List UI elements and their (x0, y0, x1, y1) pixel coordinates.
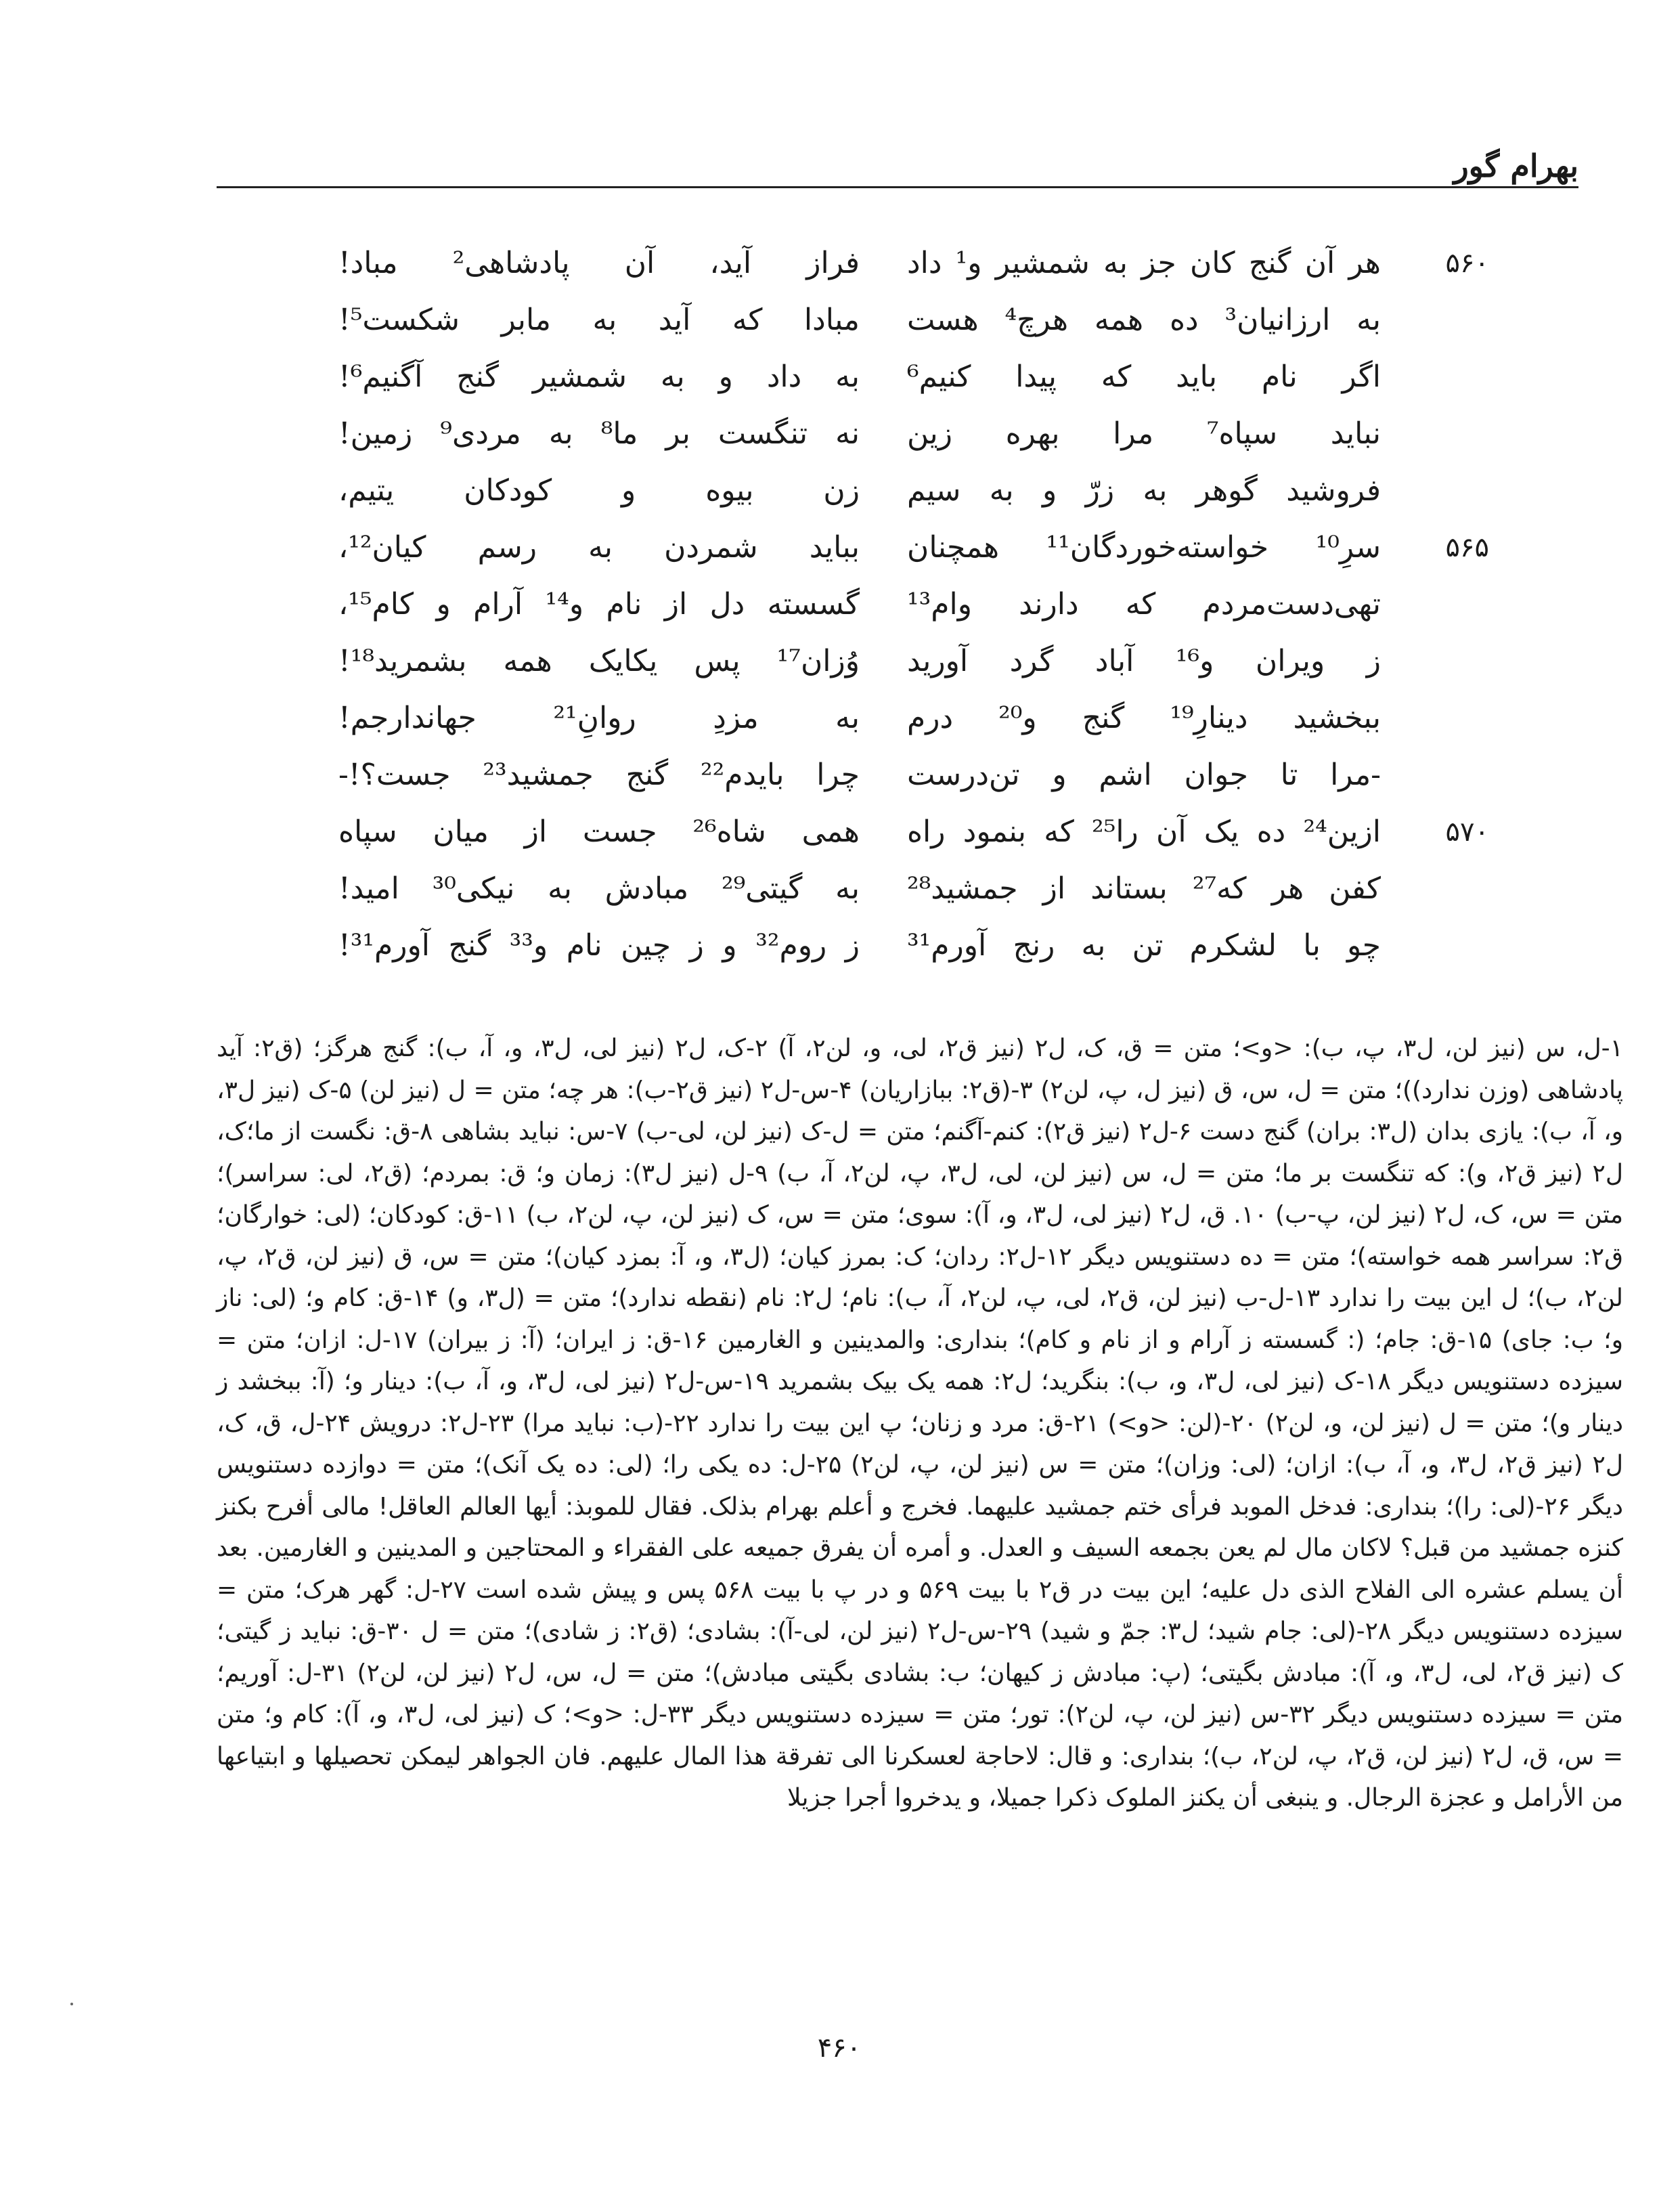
verse-first-hemistich: سرِ¹⁰ خواسته‌خوردگان¹¹ همچنان (907, 530, 1381, 565)
page-number: ۴۶۰ (817, 2032, 862, 2064)
footnotes: ۱-ل، س (نیز لن، ل۳، پ، ب): <و>؛ متن = ق، ک، ل۲ (نیز ق۲، لی، و، لن۲، آ) ۲-ک، ل۲ (نیز لی، ل۳، و، آ، ب): گنج هرگز؛ (ق۲: آید پادشاهی (وزن ندارد))؛ متن = ل، س، ق (نیز ل، پ، لن۲) ۳-(ق۲: ببازاریان) ۴-س-ل۲ (نیز ق۲-ب): هر چه؛ متن = ل (نیز لن) ۵-ک (نیز ل۳، و، آ، ب): یازی بدان (ل۳: بران) گنج دست ۶-ل۲ (نیز ق۲): کنم-آگنم؛ متن = ل-ک (نیز لن، لی-ب) ۷-س: نباید بشاهی ۸-ق: نگست از ما؛ک، ل۲ (نیز ق۲، و): که تنگست بر ما؛ متن = ل، س (نیز لن، لی، ل۳، پ، لن۲، آ، ب) ۹-ل (نیز ل۳): زمان و؛ ق: بمردم؛ (ق۲، لی: سراسر)؛ متن = س، ک، ل۲ (نیز لن، پ-ب) ۱۰. ق، ل۲ (نیز لی، ل۳، و، آ): سوی؛ متن = س، ک (نیز لن، پ، لن۲، ب) ۱۱-ق: کودکان؛ (لی: خوارگان؛ ق۲: سراسر همه خواسته)؛ متن = ده دستنویس دیگر ۱۲-ل۲: ردان؛ ک: بمرز کیان؛ (ل۳، و، آ: بمزد کیان)؛ متن = س، ق (نیز لن، ق۲، پ، لن۲، ب)؛ ل این بیت را ندارد ۱۳-ل-ب (نیز لن، ق۲، لی، پ، لن۲، آ، ب): نام؛ ل۲: نام (نقطه ندارد)؛ متن = (ل۳، و) ۱۴-ق: کام و؛ (لی: ناز و؛ ب: جای) ۱۵-ق: جام؛ (: گسسته ز آرام و از نام و کام)؛ بنداری: والمدینین و الغارمین ۱۶-ق: ز ایران؛ (آ: ز بیران) ۱۷-ل: ازان؛ متن = سیزده دستنویس دیگر ۱۸-ک (نیز لی، ل۳، و، ب): بنگرید؛ ل۲: همه یک بیک بشمرید ۱۹-س-ل۲ (نیز لی، ل۳، و، آ، ب): دینار و؛ (آ: ببخشد ز دینار و)؛ متن = ل (نیز لن، و، لن۲) ۲۰-(لن: <و>) ۲۱-ق: مرد و زنان؛ پ این بیت را ندارد ۲۲-(ب: نباید مرا) ۲۳-ل۲: درویش ۲۴-ل، ق، ک، ل۲ (نیز ق۲، ل۳، و، آ، ب): ازان؛ (لی: وزان)؛ متن = س (نیز لن، پ، لن۲) ۲۵-ل: ده یکی را؛ (لی: ده یک آنک)؛ متن = دوازده دستنویس دیگر ۲۶-(لی: را)؛ بنداری: فدخل الموبد فرأی ختم جمشید علیهما. فخرج و أعلم بهرام بذلک. فقال للموبذ: أیها العالم العاقل! مالی أفرح بکنز کنزه جمشید من قبل؟ لاکان مال لم یعن بجمعه السیف و العدل. و أمره أن یفرق جمیعه علی الفقراء و المحتاجین و المدینین و الغارمین. بعد أن یسلم عشره الی الفلاح الذی دل علیه؛ این بیت در ق۲ با بیت ۵۶۹ و در پ با بیت ۵۶۸ پس و پیش شده است ۲۷-ل: گهر هرک؛ متن = سیزده دستنویس دیگر ۲۸-(لی: جام شید؛ ل۳: جمّ و شید) ۲۹-س-ل۲ (نیز لن، لی-آ): بشادی؛ (ق۲: ز شادی)؛ متن = ل ۳۰-ق: نباید ز گیتی؛ ک (نیز ق۲، لی، ل۳، و، آ): مبادش بگیتی؛ (پ: مبادش ز کیهان؛ ب: بشادی بگیتی مبادش)؛ متن = ل، س، ل۲ (نیز لن، لن۲) ۳۱-ل: آوریم؛ متن = سیزده دستنویس دیگر ۳۲-س (نیز لن، پ، لن۲): تور؛ متن = سیزده دستنویس دیگر ۳۳-ل: <و>؛ ک (نیز لی، ل۳، و، آ): کام و؛ متن = س، ق، ل۲ (نیز لن، ق۲، پ، لن۲، ب)؛ بنداری: و قال: لاحاجة لعسکرنا الی تفرقة هذا المال علیهم. فان الجواهر لیمکن تحصیلها و ابتیاعها من الأرامل و عجزة الرجال. و ینبغی أن یکنز الملوک ذکرا جمیلا، و یدخروا أجرا جزیلا (217, 1035, 1624, 1812)
verse-number: ۵۶۵ (1445, 532, 1489, 563)
verse-second-hemistich: چرا بایدم²² گنج جمشید²³ جست؟!- (338, 758, 860, 792)
verse-number (1408, 575, 1489, 634)
verse-number: ۵۶۰ (1445, 248, 1489, 279)
verse-second-hemistich: گسسته دل از نام و¹⁴ آرام و کام¹⁵، (338, 587, 860, 622)
verse-number (1408, 347, 1489, 407)
verse-second-hemistich: مبادا که آید به مابر شکست⁵! (338, 303, 860, 337)
header-rule (217, 186, 1578, 188)
verse-second-hemistich: به مزدِ روانِ²¹ جهاندارجم! (338, 701, 860, 735)
verse-second-hemistich: فراز آید، آن پادشاهی² مباد! (338, 246, 860, 280)
verse-number (1408, 404, 1489, 464)
verse-first-hemistich: ازین²⁴ ده یک آن را²⁵ که بنمود راه (907, 814, 1381, 849)
verse-first-hemistich: چو با لشکرم تن به رنج آورم³¹ (907, 928, 1381, 963)
verse-number (1408, 461, 1489, 521)
margin-dot (70, 2003, 73, 2005)
verse-second-hemistich: زن بیوه و کودکان یتیم، (338, 473, 860, 508)
verse-block (0, 234, 1680, 978)
verse-second-hemistich: ز روم³² و ز چین نام و³³ گنج آورم³¹! (338, 928, 860, 963)
verse-number (1408, 859, 1489, 919)
verse-first-hemistich: اگر نام باید که پیدا کنیم⁶ (907, 360, 1381, 394)
verse-second-hemistich: به داد و به شمشیر گنج آگنیم⁶! (338, 360, 860, 394)
verse-number (1408, 745, 1489, 805)
verse-number (1408, 632, 1489, 691)
verse-first-hemistich: فروشید گوهر به زرّ و به سیم (907, 473, 1381, 508)
verse-first-hemistich: ز ویران و¹⁶ آباد گرد آورید (907, 644, 1381, 678)
verse-second-hemistich: بباید شمردن به رسم کیان¹²، (338, 530, 860, 565)
verse-first-hemistich: کفن هر که²⁷ بستاند از جمشید²⁸ (907, 871, 1381, 906)
verse-second-hemistich: به گیتی²⁹ مبادش به نیکی³⁰ امید! (338, 871, 860, 906)
verse-number (1408, 689, 1489, 748)
verse-first-hemistich: ببخشید دینارِ¹⁹ گنج و²⁰ درم (907, 701, 1381, 735)
verse-first-hemistich: به ارزانیان³ ده همه هرچ⁴ هست (907, 303, 1381, 337)
verse-second-hemistich: نه تنگست بر ما⁸ به مردی⁹ زمین! (338, 416, 860, 451)
verse-number (1408, 916, 1489, 976)
verse-first-hemistich: تهی‌دست‌مردم که دارند وام¹³ (907, 587, 1381, 622)
running-header: بهرام گور (1453, 148, 1578, 184)
verse-first-hemistich: -مرا تا جوان اشم و تن‌درست (907, 758, 1381, 792)
verse-second-hemistich: همی شاه²⁶ جست از میان سپاه (338, 814, 860, 849)
verse-second-hemistich: وُزان¹⁷ پس یکایک همه بشمرید¹⁸! (338, 644, 860, 678)
verse-number (1408, 290, 1489, 350)
verse-number: ۵۷۰ (1445, 817, 1489, 848)
verse-first-hemistich: هر آن گنج کان جز به شمشیر و¹ داد (907, 246, 1381, 280)
verse-first-hemistich: نباید سپاه⁷ مرا بهره زین (907, 416, 1381, 451)
